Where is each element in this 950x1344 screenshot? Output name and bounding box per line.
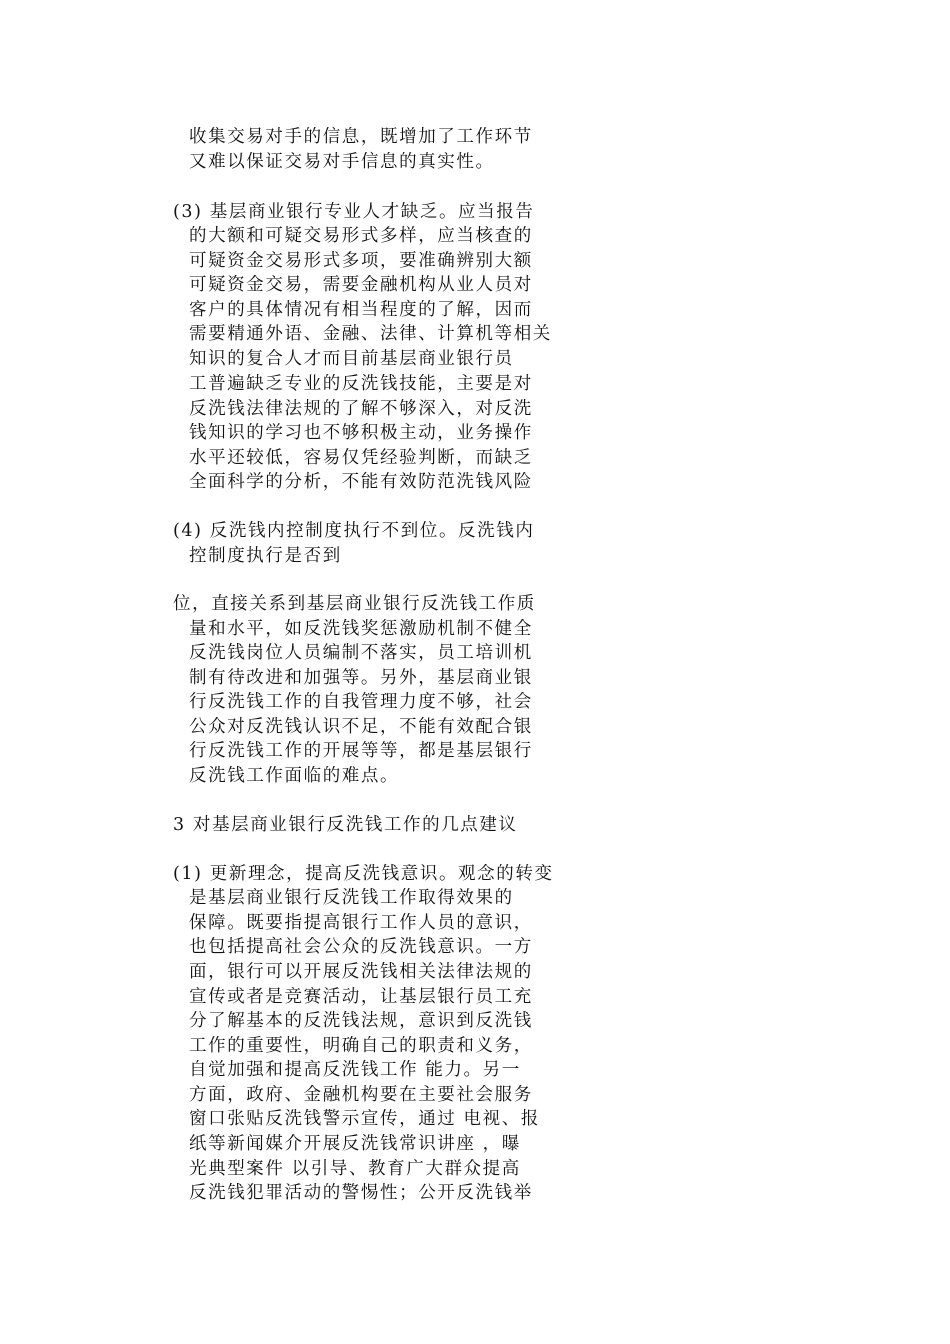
- section-title: 3 对基层商业银行反洗钱工作的几点建议: [173, 815, 518, 835]
- text-line: 收集交易对手的信息，既增加了工作环节: [189, 127, 533, 147]
- text-line: 钱知识的学习也不够积极主动，业务操作: [189, 423, 533, 443]
- text-line: 制有待改进和加强等。另外，基层商业银: [189, 668, 533, 688]
- text-line: 工作的重要性，明确自己的职责和义务，: [189, 1036, 533, 1056]
- text-line: 是基层商业银行反洗钱工作取得效果的: [189, 888, 514, 908]
- text-line: 水平还较低，容易仅凭经验判断，而缺乏: [189, 448, 533, 468]
- text-line: 又难以保证交易对手信息的真实性。: [189, 152, 495, 172]
- text-line: 反洗钱岗位人员编制不落实，员工培训机: [189, 643, 533, 663]
- text-line: 行反洗钱工作的开展等等，都是基层银行: [189, 741, 533, 761]
- text-line: 行反洗钱工作的自我管理力度不够，社会: [189, 692, 533, 712]
- text-line: 公众对反洗钱认识不足，不能有效配合银: [189, 717, 533, 737]
- text-line: 全面科学的分析，不能有效防范洗钱风险: [189, 472, 533, 492]
- text-line: 的大额和可疑交易形式多样，应当核查的: [189, 226, 533, 246]
- text-line: 需要精通外语、金融、法律、计算机等相关: [189, 324, 552, 344]
- text-line: 客户的具体情况有相当程度的了解，因而: [189, 300, 533, 320]
- text-line: 分了解基本的反洗钱法规，意识到反洗钱: [189, 1011, 533, 1031]
- text-line: 反洗钱犯罪活动的警惕性；公开反洗钱举: [189, 1183, 533, 1203]
- text-line: (3) 基层商业银行专业人才缺乏。应当报告: [173, 202, 535, 222]
- text-line: 面，银行可以开展反洗钱相关法律法规的: [189, 962, 533, 982]
- text-line: 位，直接关系到基层商业银行反洗钱工作质: [173, 594, 536, 614]
- text-line: 窗口张贴反洗钱警示宣传，通过 电视、报: [189, 1109, 540, 1129]
- text-line: (1) 更新理念，提高反洗钱意识。观念的转变: [173, 864, 554, 884]
- text-line: 量和水平，如反洗钱奖惩激励机制不健全: [189, 619, 533, 639]
- text-line: 光典型案件 以引导、教育广大群众提高: [189, 1159, 521, 1179]
- text-line: 反洗钱法律法规的了解不够深入，对反洗: [189, 399, 533, 419]
- text-line: 保障。既要指提高银行工作人员的意识，: [189, 913, 533, 933]
- text-line: 可疑资金交易，需要金融机构从业人员对: [189, 275, 533, 295]
- text-line: 工普遍缺乏专业的反洗钱技能，主要是对: [189, 374, 533, 394]
- text-line: 宣传或者是竞赛活动，让基层银行员工充: [189, 987, 533, 1007]
- text-line: 纸等新闻媒介开展反洗钱常识讲座 ，曝: [189, 1134, 521, 1154]
- text-line: 也包括提高社会公众的反洗钱意识。一方: [189, 937, 533, 957]
- text-line: 方面，政府、金融机构要在主要社会服务: [189, 1085, 533, 1105]
- text-line: 控制度执行是否到: [189, 546, 342, 566]
- text-line: 自觉加强和提高反洗钱工作 能力。另一: [189, 1060, 521, 1080]
- text-line: (4) 反洗钱内控制度执行不到位。反洗钱内: [173, 521, 535, 541]
- text-line: 可疑资金交易形式多项，要准确辨别大额: [189, 251, 533, 271]
- text-line: 反洗钱工作面临的难点。: [189, 766, 400, 786]
- text-line: 知识的复合人才而目前基层商业银行员: [189, 349, 514, 369]
